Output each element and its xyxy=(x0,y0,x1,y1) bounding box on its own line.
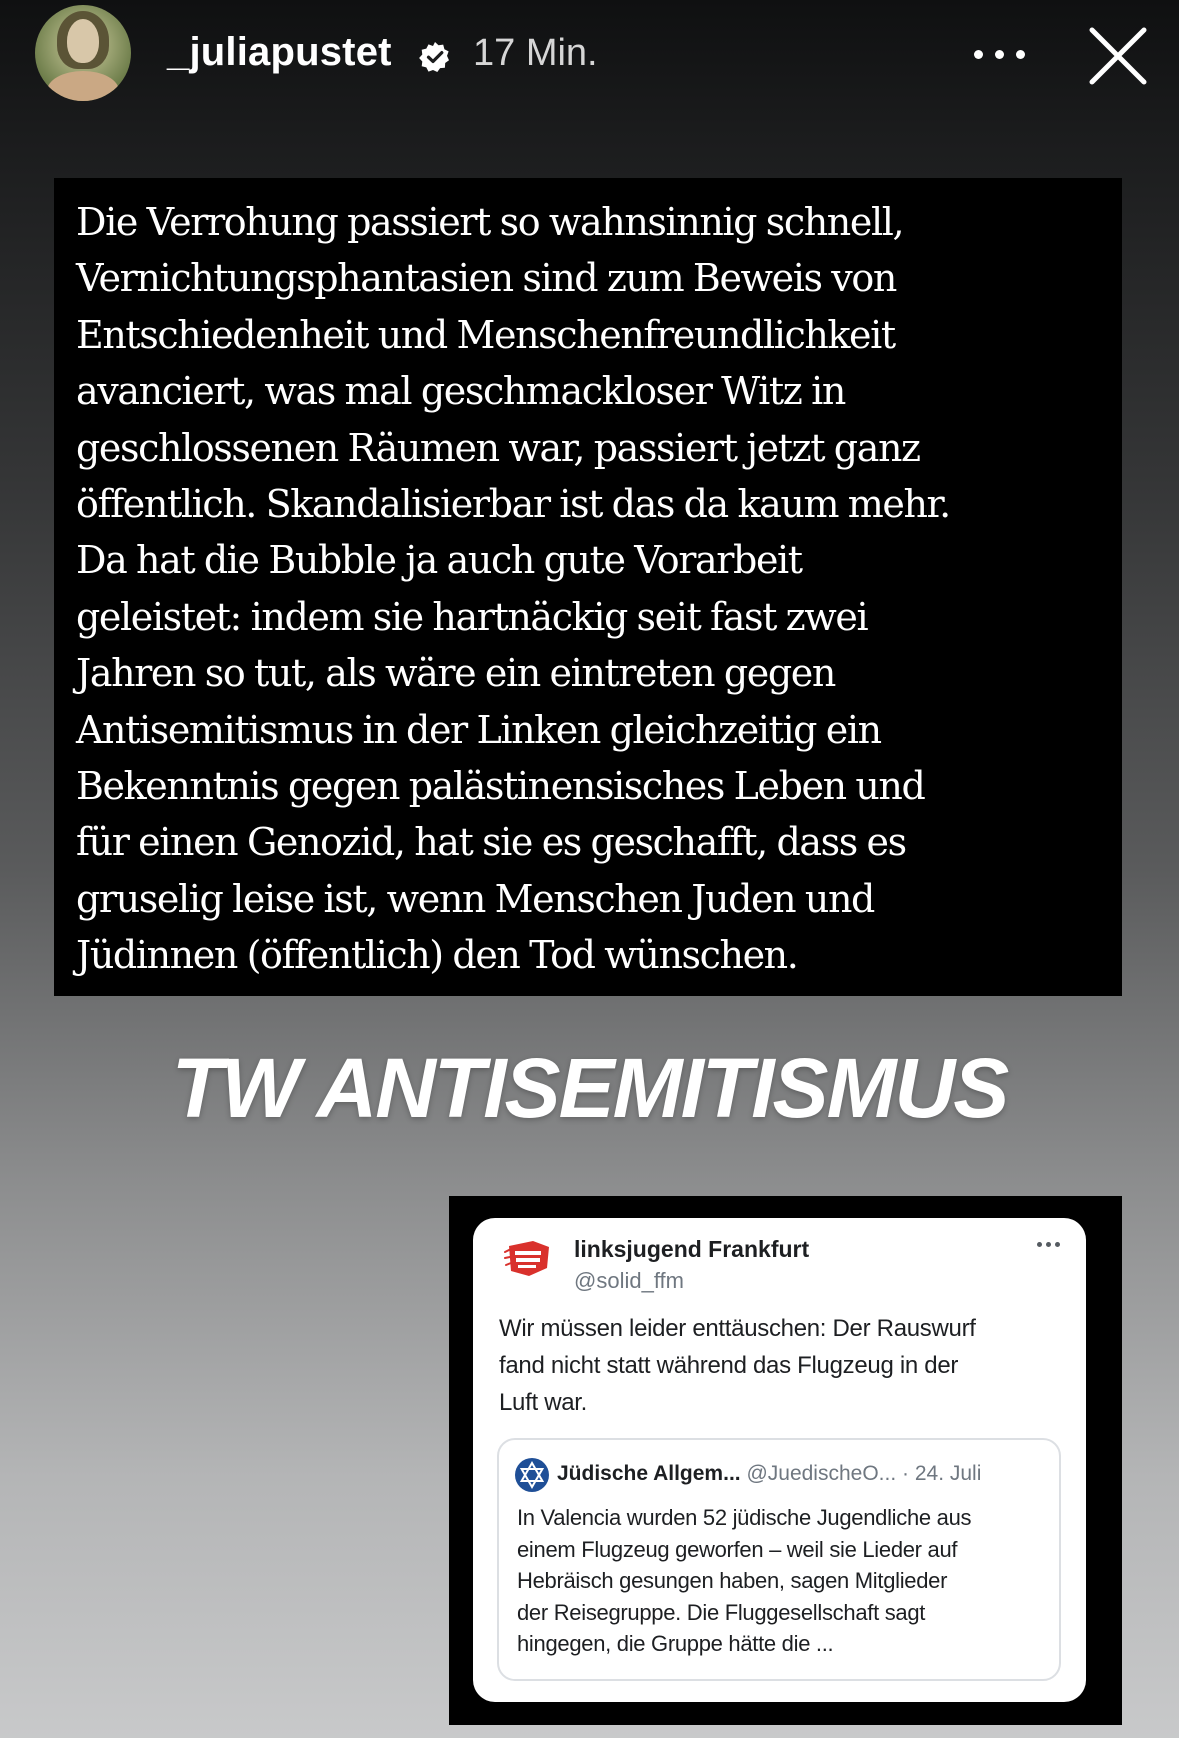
quoted-line: hingegen, die Gruppe hätte die ... xyxy=(517,1631,834,1656)
quote-line: Jahren so tut, als wäre ein eintreten gegen xyxy=(76,651,835,696)
quote-line: für einen Genozid, hat sie es geschafft, dass es xyxy=(76,820,906,865)
quote-line: gruselig leise ist, wenn Menschen Juden und xyxy=(76,876,874,921)
quote-line: Jüdinnen (öffentlich) den Tod wünschen. xyxy=(76,933,798,978)
more-dot xyxy=(974,50,983,59)
close-icon[interactable] xyxy=(1088,26,1148,86)
quote-text-block xyxy=(54,178,1122,996)
story-header xyxy=(0,0,1179,120)
tweet-line: Wir müssen leider enttäuschen: Der Rauswurf xyxy=(499,1315,976,1342)
tweet-author-name: linksjugend Frankfurt xyxy=(574,1236,810,1262)
quoted-line: einem Flugzeug geworfen – weil sie Lieder auf xyxy=(517,1536,958,1562)
avatar-shoulders xyxy=(47,71,119,101)
quoted-author-name: Jüdische Allgem... xyxy=(557,1462,741,1485)
trigger-warning-label: TW ANTISEMITISMUS xyxy=(171,1041,1008,1135)
post-time: 17 Min. xyxy=(473,32,598,74)
linksjugend-logo-icon xyxy=(503,1238,555,1280)
more-options-button[interactable] xyxy=(970,34,1030,74)
avatar[interactable] xyxy=(35,5,131,101)
star-of-david-icon xyxy=(515,1458,549,1492)
quote-line: avanciert, was mal geschmackloser Witz in xyxy=(76,369,845,414)
verified-badge-icon xyxy=(419,41,451,73)
quote-line: Da hat die Bubble ja auch gute Vorarbeit xyxy=(76,538,802,583)
quoted-tweet xyxy=(497,1438,1061,1681)
avatar-face xyxy=(67,19,99,63)
more-dot xyxy=(1037,1242,1042,1247)
more-dot xyxy=(1016,50,1025,59)
quote-line: Vernichtungsphantasien sind zum Beweis von xyxy=(76,256,896,301)
quote-text xyxy=(76,194,1102,984)
tweet-author-handle: @solid_ffm xyxy=(574,1268,684,1293)
tweet-line: Luft war. xyxy=(499,1389,588,1416)
quoted-tweet-header xyxy=(557,1462,981,1486)
quote-line: Antisemitismus in der Linken gleichzeitig ein xyxy=(76,707,881,752)
quoted-date: · 24. Juli xyxy=(902,1462,982,1485)
quote-line: öffentlich. Skandalisierbar ist das da kaum mehr. xyxy=(76,482,950,527)
tweet-screenshot xyxy=(449,1196,1122,1725)
username[interactable]: _juliapustet xyxy=(167,30,392,74)
quoted-tweet-text xyxy=(517,1502,1047,1660)
tweet-line: fand nicht statt während das Flugzeug in der xyxy=(499,1352,959,1379)
quote-line: Entschiedenheit und Menschenfreundlichkeit xyxy=(76,312,895,357)
quote-line: geschlossenen Räumen war, passiert jetzt ganz xyxy=(76,425,920,470)
more-dot xyxy=(995,50,1004,59)
tweet-more-icon xyxy=(1033,1236,1065,1252)
quote-line: Die Verrohung passiert so wahnsinnig schnell, xyxy=(76,200,904,244)
quoted-author-handle: @JuedischeO... xyxy=(746,1462,897,1485)
quoted-line: In Valencia wurden 52 jüdische Jugendliche aus xyxy=(517,1505,972,1530)
quote-line: Bekenntnis gegen palästinensisches Leben und xyxy=(76,764,925,809)
quote-line: geleistet: indem sie hartnäckig seit fast zwei xyxy=(76,594,868,639)
tweet-card xyxy=(473,1218,1086,1702)
more-dot xyxy=(1046,1242,1051,1247)
more-dot xyxy=(1055,1242,1060,1247)
quoted-line: Hebräisch gesungen haben, sagen Mitglieder xyxy=(517,1568,948,1593)
tweet-text xyxy=(499,1310,1069,1421)
quoted-line: der Reisegruppe. Die Fluggesellschaft sagt xyxy=(517,1599,926,1625)
